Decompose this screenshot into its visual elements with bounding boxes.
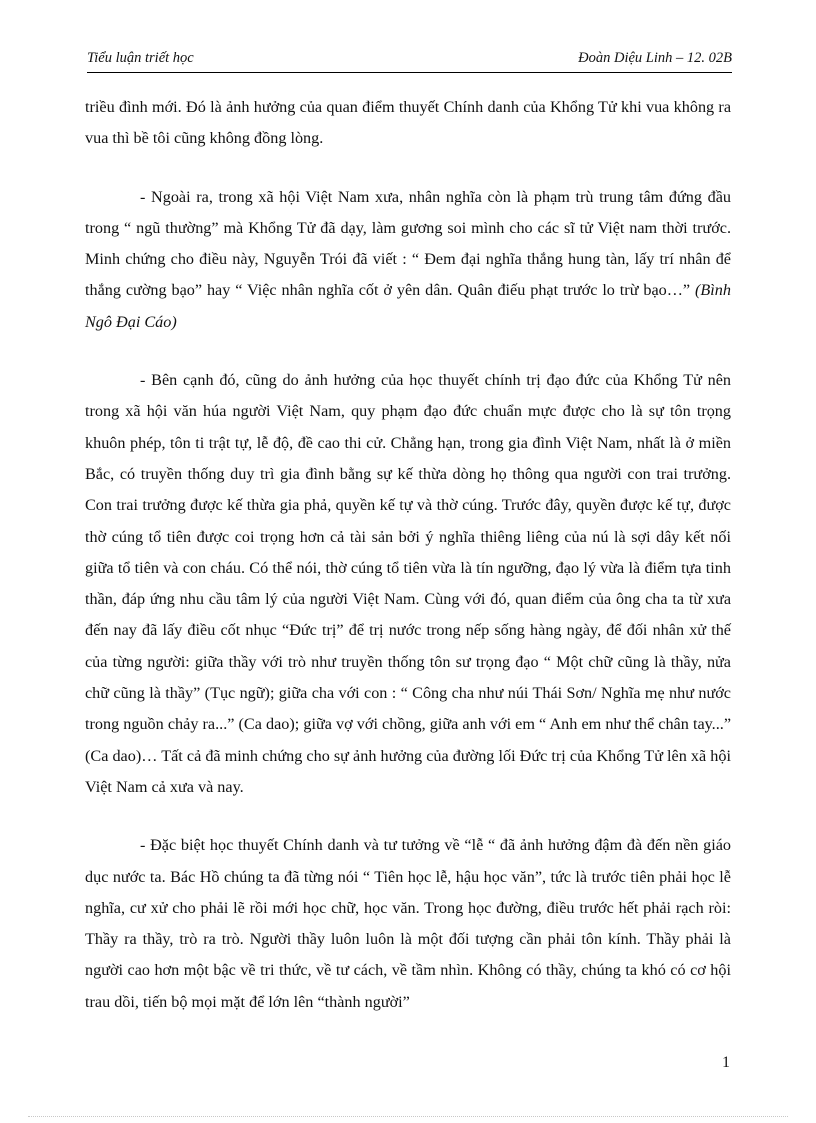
body-text [85, 92, 731, 1045]
paragraph-1-text: triều đình mới. Đó là ảnh hưởng của quan điểm thuyết Chính danh của Khổng Tử khi vua không ra vua thì bề tôi cũng không đồng lòng. [85, 98, 731, 148]
paragraph-3-text: - Bên cạnh đó, cũng do ảnh hưởng của học thuyết chính trị đạo đức của Khổng Tử nên trong xã hội văn húa người Việt Nam, quy phạm đạo đức chuẩn mực được cho là sự tôn trọng khuôn phép, tôn ti trật tự, lễ độ, đề cao thi cử. Chẳng hạn, trong gia đình Việt Nam, nhất là ở miền Bắc, có truyền thống duy trì gia đình bằng sự kế thừa dòng họ thông qua người con trai trưởng. Con trai trưởng được kế thừa gia phả, quyền kế tự và thờ cúng. Trước đây, quyền được kế tự, được thờ cúng tổ tiên được coi trọng hơn cả tài sản bởi ý nghĩa thiêng liêng của nú là sợi dây kết nối giữa tổ tiên và con cháu. Có thể nói, thờ cúng tổ tiên vừa là tín ngưỡng, đạo lý vừa là điểm tựa tinh thần, đáp ứng nhu cầu tâm lý của người Việt Nam. Cùng với đó, quan điểm của ông cha ta từ xưa đến nay đã lấy điều cốt nhục “Đức trị” để trị nước trong nếp sống hàng ngày, để đối nhân xử thế của từng người: giữa thầy với trò như truyền thống tôn sư trọng đạo “ Một chữ cũng là thầy, nửa chữ cũng là thầy” (Tục ngữ); giữa cha với con : “ Công cha như núi Thái Sơn/ Nghĩa mẹ như nước trong nguồn chảy ra...” (Ca dao); giữa vợ với chồng, giữa anh với em “ Anh em như thể chân tay...” (Ca dao)… Tất cả đã minh chứng cho sự ảnh hưởng của đường lối Đức trị của Khổng Tử lên xã hội Việt Nam cả xưa và nay. [85, 371, 731, 796]
page-number: 1 [722, 1054, 730, 1071]
header-author: Đoàn Diệu Linh – 12. 02B [578, 50, 732, 66]
page-header [87, 50, 732, 70]
page-bottom-divider [28, 1116, 788, 1117]
citation-source: (Bình Ngô Đại Cáo) [85, 281, 731, 331]
paragraph-4 [85, 830, 731, 1018]
header-title: Tiểu luận triết học [87, 50, 194, 66]
paragraph-1 [85, 92, 731, 155]
paragraph-3 [85, 365, 731, 803]
paragraph-4-text: - Đặc biệt học thuyết Chính danh và tư tưởng về “lễ “ đã ảnh hưởng đậm đà đến nền giáo dục nước ta. Bác Hồ chúng ta đã từng nói “ Tiên học lễ, hậu học văn”, tức là trước tiên phải học lễ nghĩa, cư xử cho phải lẽ rồi mới học chữ, học văn. Trong học đường, điều trước hết phải rạch ròi: Thầy ra thầy, trò ra trò. Người thầy luôn luôn là một đối tượng cần phải tôn kính. Thầy phải là người cao hơn một bậc về tri thức, về tư cách, về tầm nhìn. Không có thầy, chúng ta khó có cơ hội trau dồi, tiến bộ mọi mặt để lớn lên “thành người” [85, 836, 731, 1011]
paragraph-2-text: - Ngoài ra, trong xã hội Việt Nam xưa, nhân nghĩa còn là phạm trù trung tâm đứng đầu trong “ ngũ thường” mà Khổng Tử đã dạy, làm gương soi mình cho các sĩ tử Việt nam thời trước. Minh chứng cho điều này, Nguyễn Trói đã viết : “ Đem đại nghĩa thắng hung tàn, lấy trí nhân để thắng cường bạo” hay “ Việc nhân nghĩa cốt ở yên dân. Quân điếu phạt trước lo trừ bạo…” [85, 187, 731, 300]
header-divider [87, 72, 732, 73]
paragraph-2 [85, 182, 731, 338]
